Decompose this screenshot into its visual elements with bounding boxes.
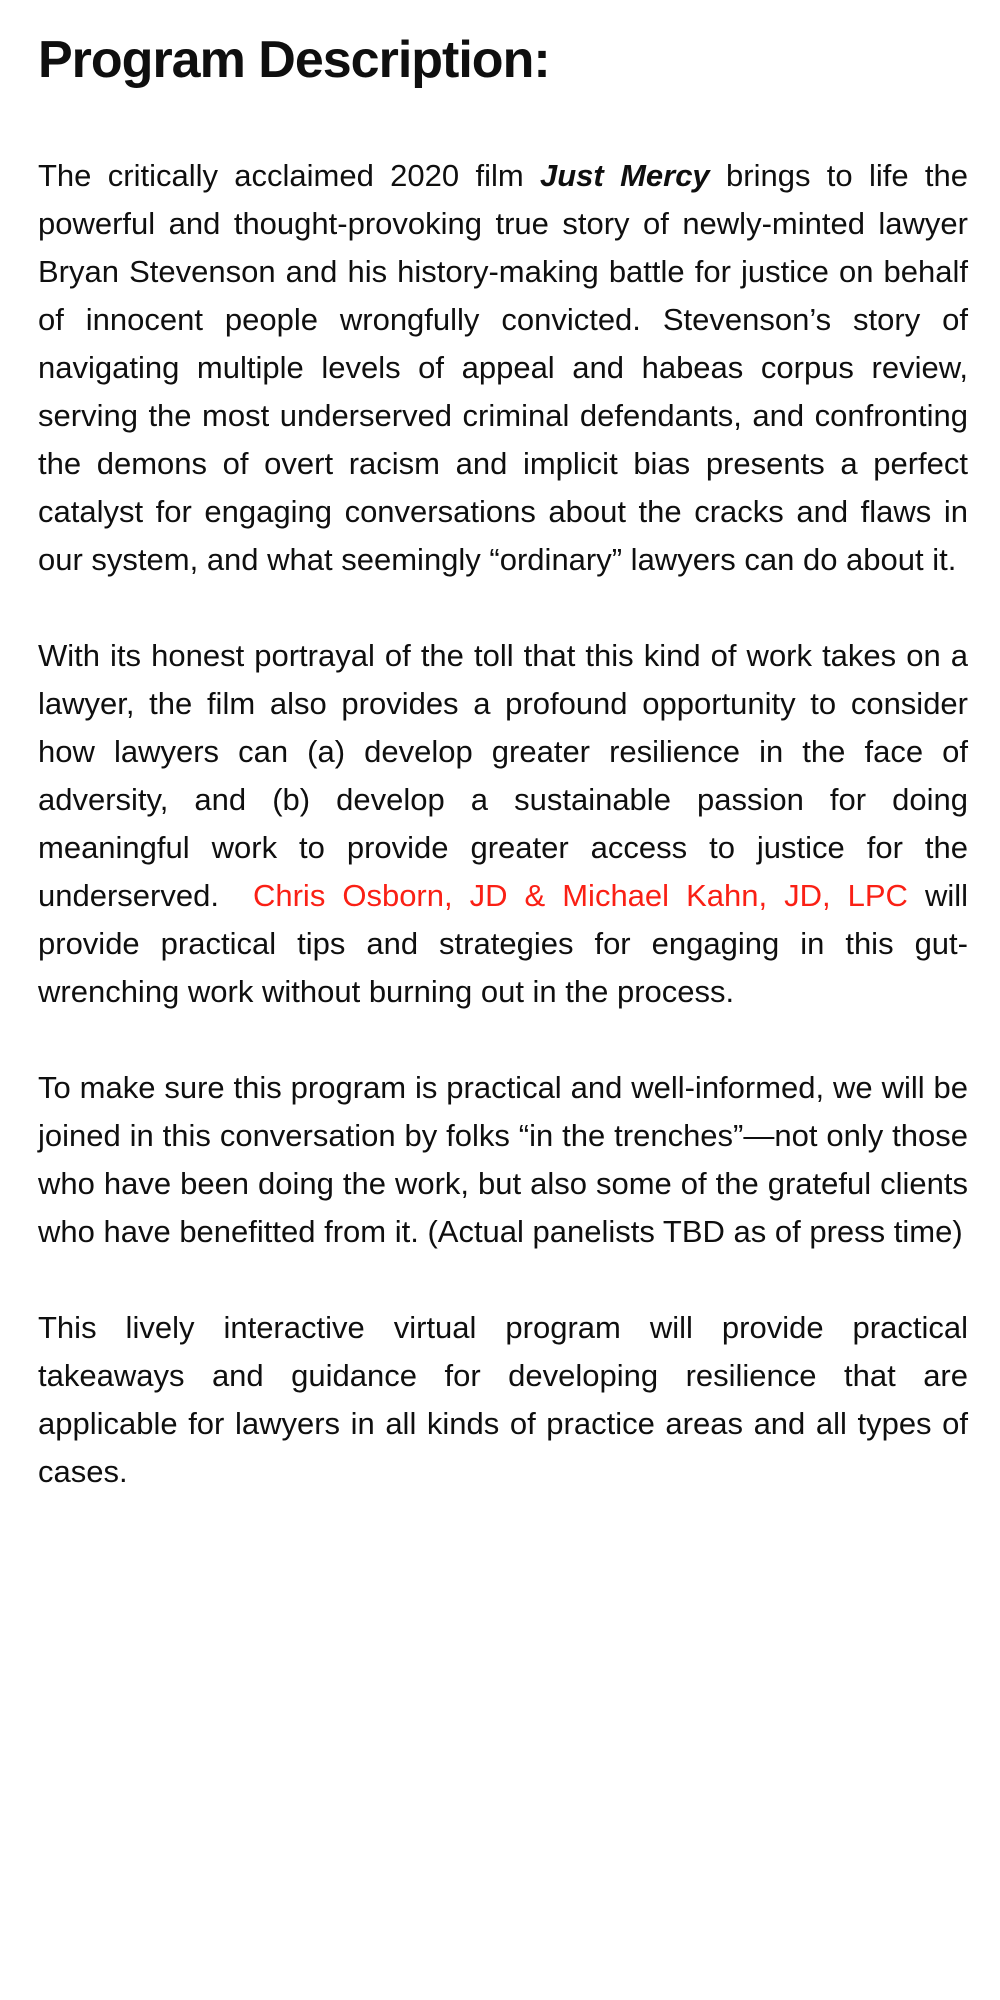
- text-segment: With its honest portrayal of the toll that this kind of work takes on a lawyer, the film also provides a profound opportunity to consider how lawyers can (a) develop greater resilience in the face of adversity, and (b) develop a sustainable passion for doing meaningful work to provide greater access to justice for the underserved.: [38, 638, 968, 913]
- page-title: Program Description:: [38, 31, 550, 89]
- paragraph-panelists: [38, 1064, 968, 1256]
- text-segment: will provide practical tips and strategies for engaging in this gut-wrenching work without burning out in the process.: [38, 878, 968, 1009]
- text-segment: This lively interactive virtual program will provide practical takeaways and guidance for developing resilience that are applicable for lawyers in all kinds of practice areas and all types of cases.: [38, 1310, 968, 1489]
- text-segment: brings to life the powerful and thought-provoking true story of newly-minted lawyer Bryan Stevenson and his history-making battle for justice on behalf of innocent people wrongfully convicted. Stevenson’s story of navigating multiple levels of appeal and habeas corpus review, serving the most underserved criminal defendants, and confronting the demons of overt racism and implicit bias presents a perfect catalyst for engaging conversations about the cracks and flaws in our system, and what seemingly “ordinary” lawyers can do about it.: [38, 158, 968, 577]
- paragraph-resilience: [38, 632, 968, 1016]
- text-segment: The critically acclaimed 2020 film: [38, 158, 540, 193]
- paragraph-takeaways: [38, 1304, 968, 1496]
- presenter-names-highlight: Chris Osborn, JD & Michael Kahn, JD, LPC: [252, 878, 908, 913]
- text-segment: To make sure this program is practical and well-informed, we will be joined in this conversation by folks “in the trenches”—not only those who have been doing the work, but also some of the grateful clients who have benefitted from it. (Actual panelists TBD as of press time): [38, 1070, 968, 1249]
- paragraph-film-intro: [38, 152, 968, 584]
- film-title-emphasis: Just Mercy: [540, 158, 710, 193]
